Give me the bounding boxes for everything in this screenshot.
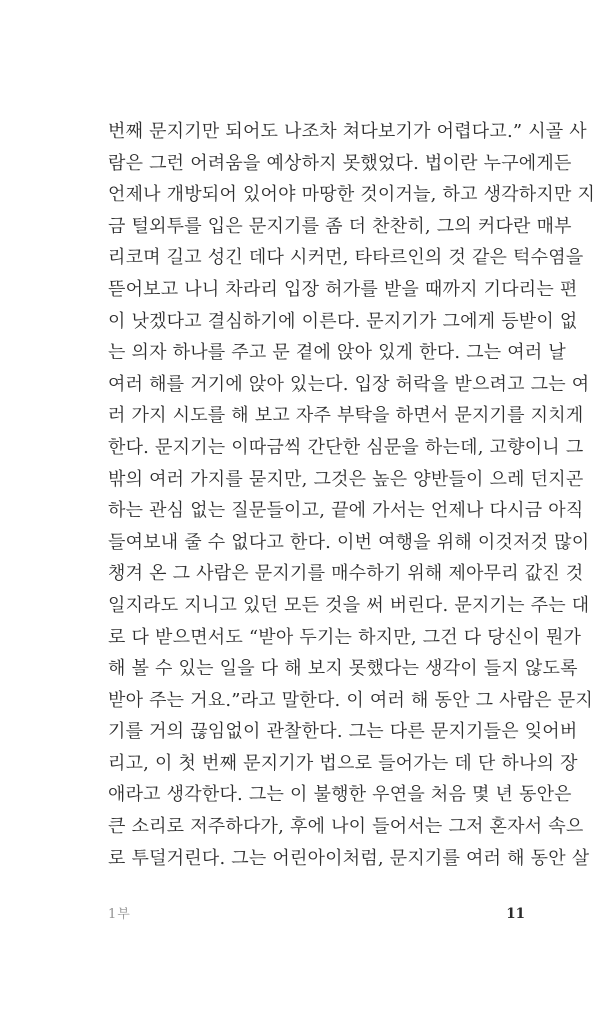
- text-line: 는 의자 하나를 주고 문 곁에 앉아 있게 한다. 그는 여러 날: [108, 342, 566, 364]
- text-line: 람은 그런 어려움을 예상하지 못했었다. 법이란 누구에게든: [108, 152, 572, 174]
- text-line: 로 다 받으면서도 “받아 두기는 하지만, 그건 다 당신이 뭔가: [108, 626, 582, 648]
- text-line: 이 낫겠다고 결심하기에 이른다. 문지기가 그에게 등받이 없: [108, 310, 578, 332]
- text-line: 러 가지 시도를 해 보고 자주 부탁을 하면서 문지기를 지치게: [108, 405, 584, 427]
- text-line: 챙겨 온 그 사람은 문지기를 매수하기 위해 제아무리 값진 것: [108, 563, 584, 585]
- text-line: 여러 해를 거기에 앉아 있는다. 입장 허락을 받으려고 그는 여: [108, 373, 590, 395]
- text-line: 리코며 길고 성긴 데다 시커먼, 타타르인의 것 같은 턱수염을: [108, 247, 584, 269]
- text-line: 뜯어보고 나니 차라리 입장 허가를 받을 때까지 기다리는 편: [108, 278, 578, 300]
- page-footer: [108, 903, 525, 922]
- text-line: 애라고 생각한다. 그는 이 불행한 우연을 처음 몇 년 동안은: [108, 784, 572, 806]
- text-line: 로 투덜거린다. 그는 어린아이처럼, 문지기를 여러 해 동안 살: [108, 847, 590, 869]
- text-line: 받아 주는 거요.”라고 말한다. 이 여러 해 동안 그 사람은 문지: [108, 689, 593, 711]
- text-line: 일지라도 지니고 있던 모든 것을 써 버린다. 문지기는 주는 대: [108, 594, 590, 616]
- footer-page-number: 11: [506, 906, 525, 922]
- text-line: 하는 관심 없는 질문들이고, 끝에 가서는 언제나 다시금 아직: [108, 500, 584, 522]
- text-line: 번째 문지기만 되어도 나조차 쳐다보기가 어렵다고.” 시골 사: [108, 121, 587, 142]
- text-line: 언제나 개방되어 있어야 마땅한 것이거늘, 하고 생각하지만 지: [108, 184, 596, 206]
- text-line: 리고, 이 첫 번째 문지기가 법으로 들어가는 데 단 하나의 장: [108, 752, 578, 774]
- text-line: 금 털외투를 입은 문지기를 좀 더 찬찬히, 그의 커다란 매부: [108, 215, 572, 237]
- text-line: 한다. 문지기는 이따금씩 간단한 심문을 하는데, 고향이니 그: [108, 436, 584, 458]
- text-line: 큰 소리로 저주하다가, 후에 나이 들어서는 그저 혼자서 속으: [108, 816, 584, 838]
- text-line: 밖의 여러 가지를 묻지만, 그것은 높은 양반들이 으레 던지곤: [108, 468, 584, 490]
- footer-section-label: 1부: [108, 907, 131, 922]
- text-line: 해 볼 수 있는 일을 다 해 보지 못했다는 생각이 들지 않도록: [108, 658, 578, 680]
- body-text: [108, 116, 596, 874]
- text-line: 기를 거의 끊임없이 관찰한다. 그는 다른 문지기들은 잊어버: [108, 721, 578, 743]
- text-line: 들여보내 줄 수 없다고 한다. 이번 여행을 위해 이것저것 많이: [108, 531, 590, 553]
